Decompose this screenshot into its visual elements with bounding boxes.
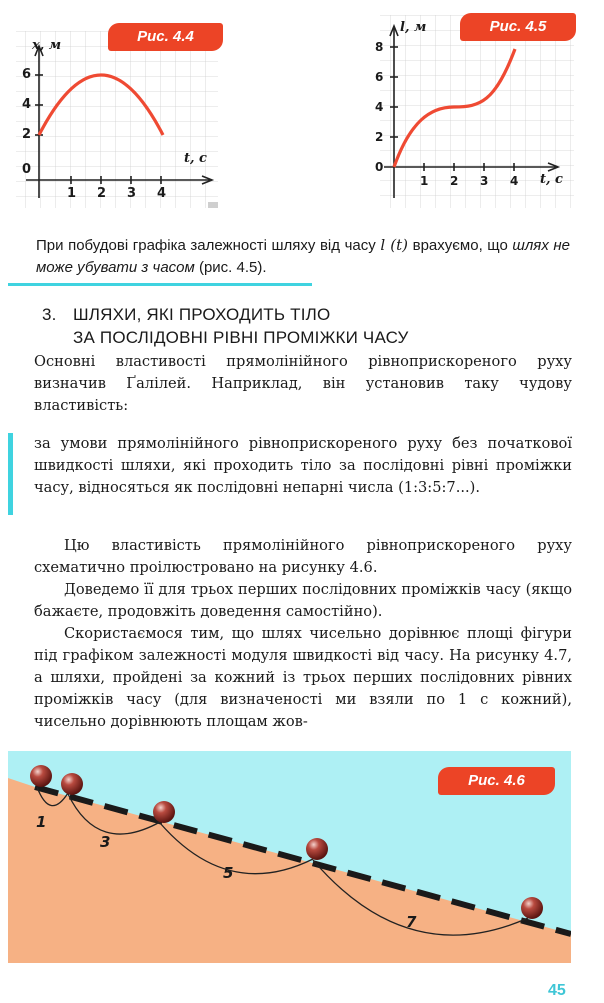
figure-4-6-badge: Рис. 4.6 [438,767,555,795]
x-tick-1: 1 [420,174,429,188]
section-divider [8,283,312,286]
y-tick-6: 6 [22,67,32,82]
x-tick-2: 2 [97,186,107,201]
note-formula: l (t) [380,236,409,254]
note-emphasis: шлях не може убувати з часом [36,237,570,276]
x-tick-3: 3 [480,174,489,188]
note-part-3: (рис. 4.5). [194,259,267,276]
y-tick-0: 0 [22,162,32,177]
y-tick-8: 8 [375,40,384,54]
y-tick-2: 2 [22,127,32,142]
figure-4-4-badge: Рис. 4.4 [108,23,223,51]
y-tick-2: 2 [375,130,384,144]
x-tick-1: 1 [67,186,77,201]
ball-2 [61,773,83,795]
y-tick-0: 0 [375,160,384,174]
arc-label-1: 1 [36,813,47,831]
x-axis-label: t, с [184,151,207,166]
ball-1 [30,765,52,787]
y-axis-label: l, м [400,20,427,35]
x-tick-4: 4 [510,174,519,188]
x-tick-4: 4 [157,186,167,201]
y-axis-label: x, м [32,38,62,53]
figure-4-5 [370,12,580,208]
y-tick-4: 4 [375,100,384,114]
paragraph-2: Цю властивість прямолінійного рівноприскореного руху схематично проілюстровано на рисунку 4.6. [34,537,572,576]
section-title-line-2: ЗА ПОСЛІДОВНІ РІВНІ ПРОМІЖКИ ЧАСУ [73,328,409,347]
arc-label-3: 3 [100,833,111,851]
arc-label-5: 5 [223,864,234,882]
figure-4-5-badge: Рис. 4.5 [460,13,576,41]
ball-4 [306,838,328,860]
page-number: 45 [548,982,566,999]
note-part-2: врахуємо, що [408,237,513,254]
x-tick-2: 2 [450,174,459,188]
y-tick-6: 6 [375,70,384,84]
note-part-1: При побудові графіка залежності шляху від часу [36,237,381,254]
x-axis-label: t, с [540,172,563,187]
note-paragraph [36,234,570,279]
section-number: 3. [42,305,57,324]
paragraph-3: Доведемо її для трьох перших послідовних проміжків часу (якщо бажаєте, продовжіть доведення самостійно). [34,581,572,620]
y-tick-4: 4 [22,97,32,112]
ball-3 [153,801,175,823]
ball-5 [521,897,543,919]
intro-paragraph: Основні властивості прямолінійного рівноприскореного руху визначив Ґалілей. Наприклад, він установив таку чудову властивість: [34,353,572,414]
paragraph-4: Скористаємося тим, що шлях чисельно дорівнює площі фігури під графіком залежності модуля швидкості від часу. На рисунку 4.7, а шляхи, пройдені за кожний із трьох перших послідовних рівних проміжків часу (для визначеності ми взяли по 1 с кожний), чисельно дорівнюють площам жов- [34,625,572,730]
section-title-line-1: ШЛЯХИ, ЯКІ ПРОХОДИТЬ ТІЛО [73,305,331,324]
x-tick-3: 3 [127,186,137,201]
highlight-bar [8,433,13,515]
highlight-paragraph: за умови прямолінійного рівноприскореного руху без початкової швидкості шляхи, які проходить тіло за послідовні рівні проміжки часу, відносяться як послідовні непарні числа (1:3:5:7...). [34,435,572,496]
arc-label-7: 7 [406,913,417,931]
